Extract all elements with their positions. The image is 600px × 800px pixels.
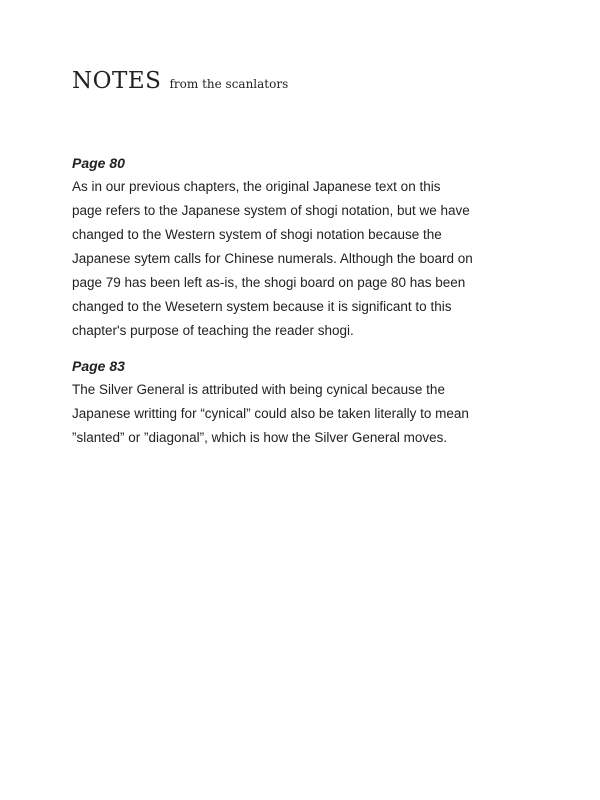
- note-line: changed to the Wesetern system because it is significant to this: [72, 299, 452, 314]
- note-heading: Page 83: [72, 358, 125, 374]
- note-line: chapter's purpose of teaching the reader shogi.: [72, 323, 354, 338]
- note-line: As in our previous chapters, the original Japanese text on this: [72, 179, 441, 194]
- note-line: changed to the Western system of shogi notation because the: [72, 227, 442, 242]
- note-line: page refers to the Japanese system of shogi notation, but we have: [72, 203, 470, 218]
- note-page-83: [72, 354, 528, 450]
- header-subtitle: from the scanlators: [169, 77, 289, 91]
- note-line: ”slanted” or ”diagonal”, which is how the Silver General moves.: [72, 430, 448, 445]
- page-header: [72, 68, 528, 94]
- note-line: page 79 has been left as-is, the shogi board on page 80 has been: [72, 275, 466, 290]
- note-page-80: [72, 151, 528, 343]
- note-body: [72, 378, 528, 450]
- note-line: Japanese writting for “cynical” could also be taken literally to mean: [72, 406, 469, 421]
- header-title: NOTES: [72, 68, 162, 94]
- note-body: [72, 175, 528, 343]
- note-line: Japanese sytem calls for Chinese numerals. Although the board on: [72, 251, 473, 266]
- note-line: The Silver General is attributed with being cynical because the: [72, 382, 445, 397]
- note-heading: Page 80: [72, 155, 125, 171]
